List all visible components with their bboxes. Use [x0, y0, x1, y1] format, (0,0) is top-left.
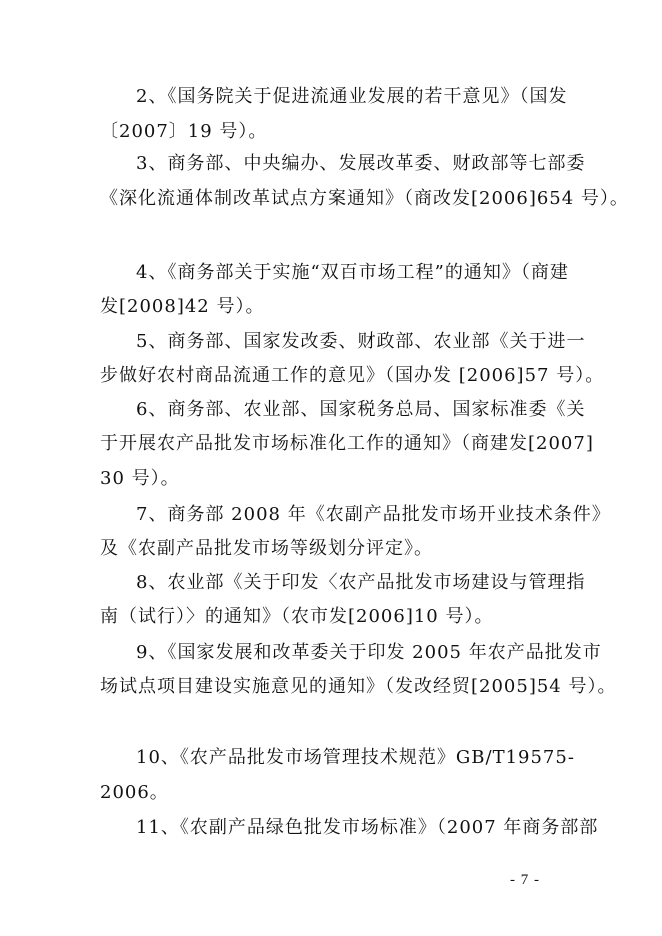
- doc-line: 10、《农产品批发市场管理技术规范》GB/T19575-: [136, 747, 575, 768]
- doc-line: 发[2008]42 号）。: [100, 296, 265, 317]
- doc-line: 8、农业部《关于印发〈农产品批发市场建设与管理指: [136, 572, 586, 593]
- doc-line: 7、商务部 2008 年《农副产品批发市场开业技术条件》: [136, 504, 611, 525]
- doc-line: 2、《国务院关于促进流通业发展的若干意见》（国发: [136, 86, 568, 107]
- doc-line: 南（试行）〉的通知》（农市发[2006]10 号）。: [100, 606, 494, 627]
- doc-line: 5、商务部、国家发改委、财政部、农业部《关于进一: [136, 331, 586, 352]
- doc-line: 30 号）。: [100, 468, 180, 489]
- doc-line: 及《农副产品批发市场等级划分评定》。: [100, 538, 433, 559]
- doc-line: 《深化流通体制改革试点方案通知》（商改发[2006]654 号）。: [100, 188, 629, 209]
- doc-line: 3、商务部、中央编办、发展改革委、财政部等七部委: [136, 153, 586, 174]
- doc-line: 〔2007〕19 号）。: [100, 121, 268, 142]
- doc-line: 9、《国家发展和改革委关于印发 2005 年农产品批发市: [136, 642, 602, 663]
- page-number: - 7 -: [510, 872, 540, 888]
- doc-line: 6、商务部、农业部、国家税务总局、国家标准委《关: [136, 399, 586, 420]
- doc-line: 于开展农产品批发市场标准化工作的通知》（商建发[2007]: [100, 433, 594, 454]
- doc-line: 场试点项目建设实施意见的通知》（发改经贸[2005]54 号）。: [100, 676, 617, 697]
- doc-line: 2006。: [100, 782, 169, 803]
- doc-line: 11、《农副产品绿色批发市场标准》（2007 年商务部部: [136, 817, 599, 838]
- doc-line: 4、《商务部关于实施“双百市场工程”的通知》（商建: [136, 262, 569, 283]
- doc-line: 步做好农村商品流通工作的意见》（国办发 [2006]57 号）。: [100, 365, 605, 386]
